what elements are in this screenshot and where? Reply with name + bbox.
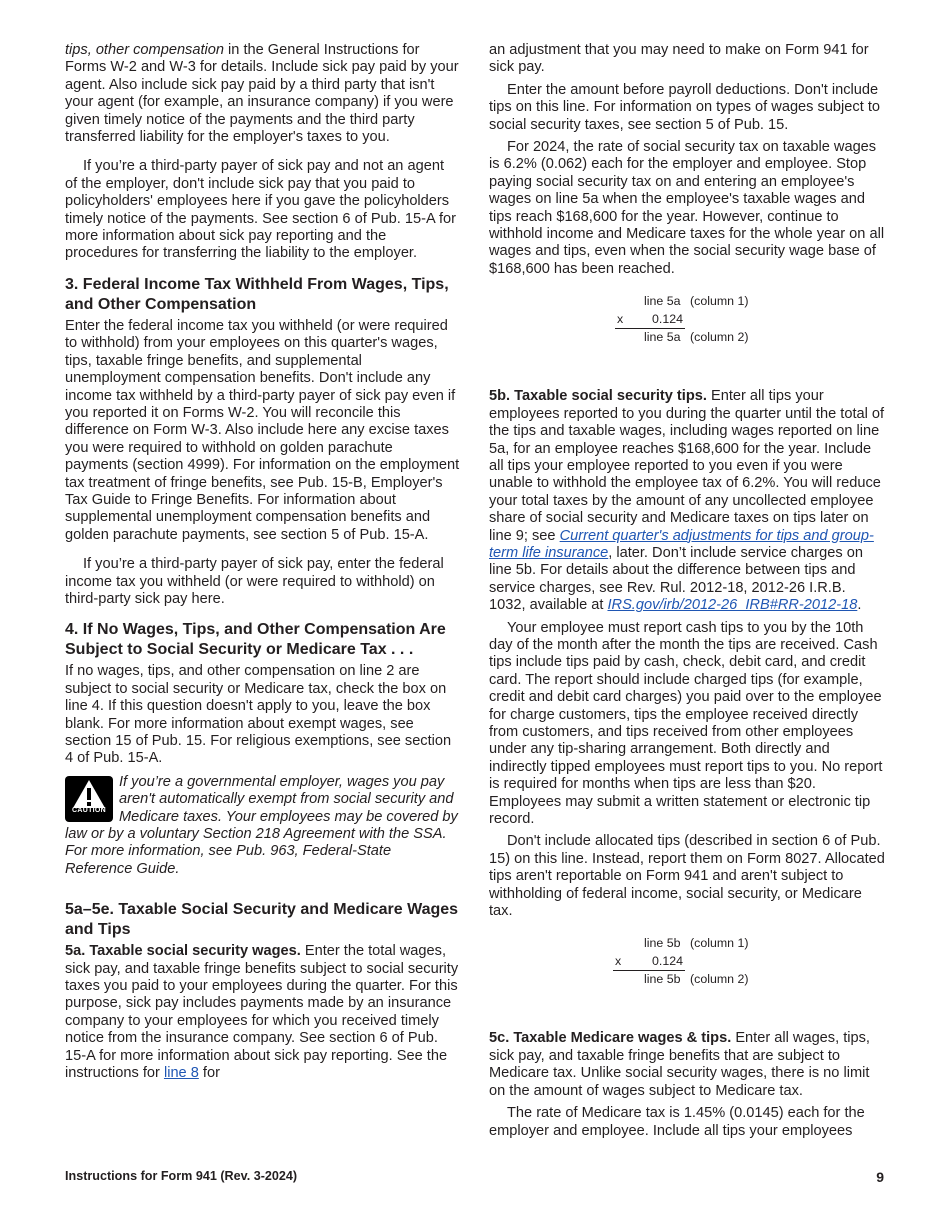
calc-column-label: (column 1) <box>690 294 749 309</box>
paragraph: If no wages, tips, and other compensation on line 2 are subject to social security or Medicare tax, check the box on line 4. If this question doesn't apply to you, leave the box blank. For more information about exempt wages, see section 15 of Pub. 15. For religious exemptions, see section 4 of Pub. 15-A. <box>65 663 452 767</box>
run-in-heading: 5c. Taxable Medicare wages & tips. <box>489 1030 732 1047</box>
run-in-heading: 5a. Taxable social security wages. <box>65 943 301 960</box>
caution-label: CAUTION <box>72 807 106 815</box>
section-heading-3: 3. Federal Income Tax Withheld From Wages, Tips, and Other Compensation <box>65 275 449 313</box>
irs-rev-rul-link[interactable]: IRS.gov/irb/2012-26_IRB#RR-2012-18 <box>607 597 858 614</box>
paragraph: Enter the federal income tax you withheld (or were required to withhold) from your employees on this quarter's wages, tips, taxable fringe benefits, and supplemental unemployment compensation benefits. Don't include any income tax withheld by a third-party payer of sick pay even if you reported it on Forms W-2. You will reconcile this difference on Form W-3. Also include here any excise taxes you were required to withhold on golden parachute payments (section 4999). For information on the employment tax treatment of fringe benefits, see Pub. 15-B, Employer's Tax Guide to Fringe Benefits. For information about supplemental unemployment compensation benefits and golden parachute payments, see section 5 of Pub. 15-A. <box>65 317 460 543</box>
left-column <box>65 42 460 1088</box>
calc-column-label: (column 2) <box>690 330 749 345</box>
calculation-5a <box>489 292 886 352</box>
footer-title: Instructions for Form 941 (Rev. 3-2024) <box>65 1169 298 1183</box>
paragraph: Enter the amount before payroll deductions. Don't include tips on this line. For information on types of wages subject to social security taxes, see section 5 of Pub. 15. <box>489 81 880 133</box>
calc-rate: 0.124 <box>652 954 684 969</box>
calc-column-label: (column 1) <box>690 936 749 951</box>
paragraph: an adjustment that you may need to make on Form 941 for sick pay. <box>489 42 869 76</box>
paragraph: If you’re a third-party payer of sick pay, enter the federal income tax you withheld (or were required to withhold) on third-party sick pay here. <box>65 556 444 607</box>
calc-line-label: line 5b <box>644 972 681 987</box>
paragraph: tips, other compensation in the General Instructions for Forms W-2 and W-3 for details. Include sick pay paid by your agent. Also include sick pay paid by a third party that isn't your agent (for example, an insurance company) if you were given timely notice of the payments and the third party transferred liability for the employer's taxes to you. <box>65 42 459 146</box>
caution-text: If you’re a governmental employer, wages you pay aren't automatically exempt from social security and Medicare taxes. Your employees may be covered by law or by a voluntary Section 218 Agreement with the SSA. For more information, see Pub. 963, Federal-State Reference Guide. <box>65 773 458 877</box>
calc-line-label: line 5a <box>644 330 681 345</box>
caution-note <box>65 774 460 878</box>
run-in-heading: 5b. Taxable social security tips. <box>489 388 707 405</box>
calc-multiply-sign: x <box>617 312 624 327</box>
page-number: 9 <box>876 1169 884 1185</box>
paragraph: If you’re a third-party payer of sick pay and not an agent of the employer, don't include sick pay that you paid to policyholders' employees here if you gave the policyholders timely notice of the payments. See section 6 of Pub. 15-A for more information about sick pay reporting and the procedures for transferring the liability to the employer. <box>65 158 457 262</box>
paragraph: 5b. Taxable social security tips. Enter all tips your employees reported to you during the quarter until the total of the tips and taxable wages, including wages reported on line 5a, for an employee reaches $168,600 for the year. Include all tips your employee reported to you even if you were unable to withhold the employee tax of 6.2%. You will reduce your total taxes by the amount of any uncollected employee share of social security and Medicare taxes on tips later on line 9; see Current quarter's adjustments for tips and group-term life insurance, later. Don’t include service charges on line 5b. For details about the difference between tips and service charges, see Rev. Rul. 2012-18, 2012-26 I.R.B. 1032, available at IRS.gov/irb/2012-26_IRB#RR-2012-18. <box>489 388 885 614</box>
calc-column-label: (column 2) <box>690 972 749 987</box>
paragraph: For 2024, the rate of social security tax on taxable wages is 6.2% (0.062) each for the employer and employee. Stop paying social security tax on and entering an employee's wages on line 5a when the employee's taxable wages and tips reach $168,600 for the year. However, continue to withhold income and Medicare taxes for the whole year on all wages and tips, even when the social security wage base of $168,600 has been reached. <box>489 139 885 277</box>
paragraph: The rate of Medicare tax is 1.45% (0.0145) each for the employer and employee. Include all tips your employees <box>489 1105 865 1139</box>
caution-icon <box>65 776 113 822</box>
right-column <box>489 42 886 1145</box>
calc-multiply-sign: x <box>615 954 622 969</box>
paragraph: Your employee must report cash tips to you by the 10th day of the month after the month the tips are received. Cash tips include tips paid by cash, check, debit card, and credit card. The report should include charged tips (for example, credit and debit card charges) you paid over to the employee for charge customers, tips the employee received directly from customers, and tips received from other employees under any tip-sharing arrangement. Both directly and indirectly tipped employees must report tips to you. No report is required for months when tips are less than $20. Employees may submit a written statement or electronic tip record. <box>489 619 883 828</box>
calc-line-label: line 5b <box>644 936 681 951</box>
section-heading-4: 4. If No Wages, Tips, and Other Compensation Are Subject to Social Security or Medicare Tax . . . <box>65 621 446 659</box>
section-heading-5: 5a–5e. Taxable Social Security and Medicare Wages and Tips <box>65 901 459 939</box>
line-8-link[interactable]: line 8 <box>163 1065 199 1082</box>
calculation-5b <box>489 934 886 994</box>
paragraph: Don't include allocated tips (described in section 6 of Pub. 15) on this line. Instead, report them on Form 8027. Allocated tips aren't reportable on Form 941 and aren't subject to withholding of federal income, social security, or Medicare tax. <box>489 833 885 920</box>
calc-rate: 0.124 <box>652 312 684 327</box>
paragraph: 5a. Taxable social security wages. Enter the total wages, sick pay, and taxable fringe benefits subject to social security taxes you paid to your employees during the quarter. For this purpose, sick pay includes payments made by an insurance company to your employees for which you received timely notice from the insurance company. See section 6 of Pub. 15-A for more information about sick pay reporting. See the instructions for line 8 for <box>65 943 459 1082</box>
paragraph: 5c. Taxable Medicare wages & tips. Enter all wages, tips, sick pay, and taxable fringe benefits that are subject to Medicare tax. Unlike social security wages, there is no limit on the amount of wages subject to Medicare tax. <box>489 1030 870 1099</box>
tips-adjustments-link[interactable]: Current quarter's adjustments for tips and group-term life insurance <box>489 527 874 561</box>
calc-line-label: line 5a <box>644 294 681 309</box>
